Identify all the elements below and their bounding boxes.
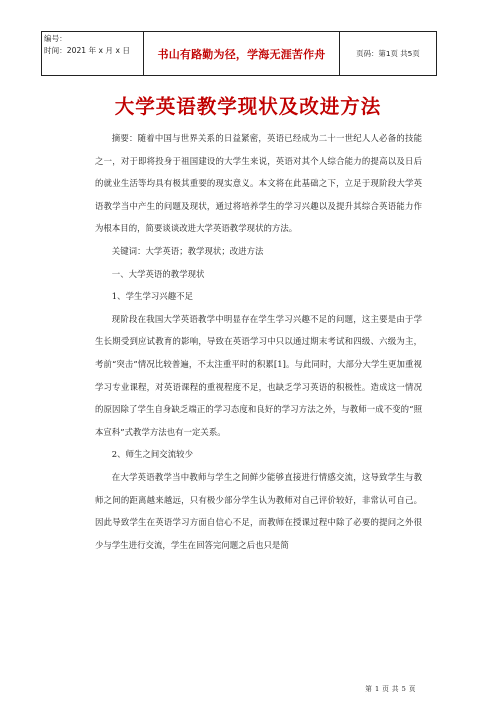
header-meta [42,32,143,75]
page-label: 页码：第1页 共5页 [356,49,420,58]
header-motto-cell [143,32,340,75]
page-header [41,31,437,76]
motto-text: 书山有路勤为径，学海无涯苦作舟 [157,47,326,61]
header-page-cell [340,32,436,75]
body-paragraph: 在大学英语教学当中教师与学生之间鲜少能够直接进行情感交流，这导致学生与教师之间的距离越来越远，只有极少部分学生认为教师对自己评价较好，非常认可自己。因此导致学生在英语学习方面自信心不足，而教师在授课过程中除了必要的提问之外很少与学生进行交流，学生在回答完问题之后也只是简 [95,471,422,550]
document-title: 大学英语教学现状及改进方法 [114,95,382,118]
time-label: 时间：2021 年 x 月 x 日 [44,46,130,55]
subsection-heading: 2、师生之间交流较少 [111,449,193,460]
page-footer: 第 1 页 共 5 页 [365,685,416,693]
section-heading: 一、大学英语的教学现状 [111,268,205,279]
abstract-paragraph: 摘要：随着中国与世界关系的日益紧密，英语已经成为二十一世纪人人必备的技能之一，对于即将投身于祖国建设的大学生来说，英语对其个人综合能力的提高以及日后的就业生活等均具有极其重要的现实意义。本文将在此基础之下，立足于现阶段大学英语教学当中产生的问题及现状，通过将培养学生的学习兴趣以及提升其综合英语能力作为根本目的，简要谈谈改进大学英语教学现状的方法。 [95,133,422,234]
number-label: 编号： [44,34,67,43]
subsection-heading: 1、学生学习兴趣不足 [111,291,193,302]
keywords-paragraph: 关键词：大学英语；教学现状；改进方法 [111,245,264,256]
body-paragraph: 现阶段在我国大学英语教学中明显存在学生学习兴趣不足的问题，这主要是由于学生长期受到应试教育的影响，导致在英语学习中只以通过期末考试和四级、六级为主，考前“突击”情况比较普遍，不太注重平时的积累[1]。与此同时，大部分大学生更加重视学习专业课程，对英语课程的重视程度不足，也缺乏学习英语的积极性。造成这一情况的原因除了学生自身缺乏端正的学习态度和良好的学习方法之外，与教师一成不变的“照本宣科”式教学方法也有一定关系。 [95,313,422,437]
document-body [95,127,422,556]
